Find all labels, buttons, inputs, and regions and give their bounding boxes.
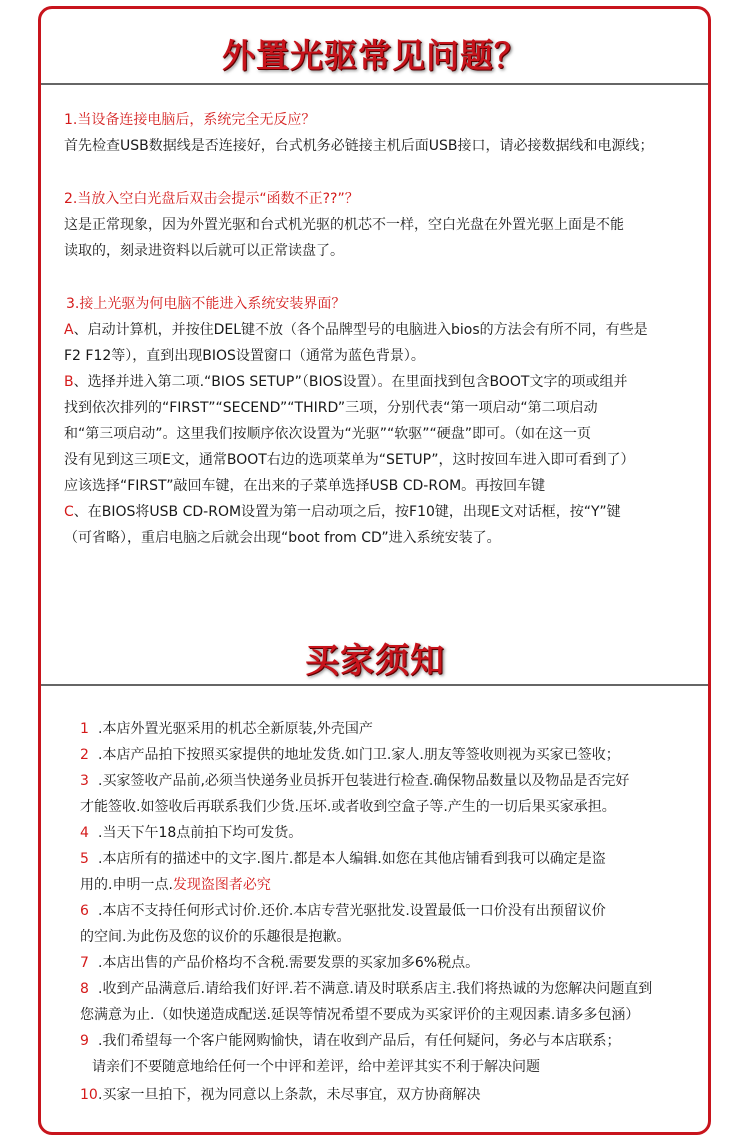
- faq-question-1: 1.当设备连接电脑后，系统完全无反应？: [64, 112, 316, 128]
- item-text: .买家签收产品前,必须当快递务业员拆开包装进行检查.确保物品数量以及物品是否完好: [98, 773, 630, 789]
- item-number: 9: [80, 1033, 89, 1049]
- item-text: .本店产品拍下按照买家提供的地址发货.如门卫.家人.朋友等签收则视为买家已签收；: [98, 747, 620, 763]
- item-text: .本店不支持任何形式讨价.还价.本店专营光驱批发.设置最低一口价没有出预留议价: [98, 903, 606, 919]
- notice-item-7: [80, 950, 479, 976]
- notice-item-9: [80, 1028, 620, 1054]
- faq-answer-3-c-line1: [64, 499, 621, 525]
- notice-item-8-line2: 您满意为止.（如快递造成配送.延误等情况希望不要成为买家评价的主观因素.请多多包涵）: [80, 1007, 640, 1023]
- faq-answer-3-b-line2: 找到依次排列的“FIRST”“SECEND”“THIRD”三项，分别代表“第一项启动“第二项启动: [64, 400, 598, 416]
- item-text: .本店所有的描述中的文字.图片.都是本人编辑.如您在其他店铺看到我可以确定是盗: [98, 851, 606, 867]
- step-a-label: A: [64, 322, 74, 338]
- item-text: .我们希望每一个客户能网购愉快，请在收到产品后，有任何疑问，务必与本店联系；: [98, 1033, 621, 1049]
- step-b-text: 、选择并进入第二项.“BIOS SETUP”（BIOS设置）。在里面找到包含BOOT文字的项或组并: [73, 374, 628, 390]
- faq-question-3: 3.接上光驱为何电脑不能进入系统安装界面？: [66, 296, 346, 312]
- notice-item-8: [80, 976, 652, 1002]
- faq-question-2: 2.当放入空白光盘后双击会提示“函数不正??”？: [64, 191, 359, 207]
- notice-item-1: [80, 716, 373, 742]
- item-number: 10: [80, 1087, 98, 1103]
- step-a-text: 、启动计算机，并按住DEL键不放（各个品牌型号的电脑进入bios的方法会有所不同，有些是: [73, 322, 648, 338]
- step-c-label: C: [64, 504, 74, 520]
- step-b-label: B: [64, 374, 74, 390]
- item-number: 8: [80, 981, 89, 997]
- notice-item-6-line2: 的空间.为此伤及您的议价的乐趣很是抱歉。: [80, 929, 351, 945]
- notice-item-6: [80, 898, 606, 924]
- notice-item-9-line2: 请亲们不要随意地给任何一个中评和差评，给中差评其实不利于解决问题: [92, 1059, 540, 1075]
- faq-answer-3-c-line2: （可省略），重启电脑之后就会出现“boot from CD”进入系统安装了。: [64, 530, 501, 546]
- item-text: .当天下午18点前拍下均可发货。: [98, 825, 303, 841]
- notice-item-2: [80, 742, 620, 768]
- notice-title: 买家须知: [305, 641, 445, 681]
- notice-item-5-line2: [80, 872, 271, 898]
- warning-text: 发现盗图者必究: [172, 877, 271, 893]
- notice-item-10: [80, 1082, 480, 1108]
- item-text: .收到产品满意后.请给我们好评.若不满意.请及时联系店主.我们将热诚的为您解决问题直到: [98, 981, 653, 997]
- item-number: 7: [80, 955, 89, 971]
- item-text: .本店外置光驱采用的机芯全新原装,外壳国产: [98, 721, 373, 737]
- notice-divider: [41, 684, 708, 686]
- faq-title: 外置光驱常见问题？: [222, 36, 528, 75]
- faq-answer-2-line1: 这是正常现象，因为外置光驱和台式机光驱的机芯不一样，空白光盘在外置光驱上面是不能: [64, 217, 624, 233]
- faq-answer-3-b-line5: 应该选择“FIRST”敲回车键，在出来的子菜单选择USB CD-ROM。再按回车键: [64, 478, 546, 494]
- notice-item-4: [80, 820, 302, 846]
- faq-answer-3-a-line1: [64, 317, 648, 343]
- faq-answer-3-b-line3: 和“第三项启动”。这里我们按顺序依次设置为“光驱”“软驱”“硬盘”即可。（如在这一页: [64, 426, 592, 442]
- faq-answer-3-b-line1: [64, 369, 627, 395]
- faq-answer-3-b-line4: 没有见到这三项E文，通常BOOT右边的选项菜单为“SETUP”，这时按回车进入即可看到了）: [64, 452, 635, 468]
- item-number: 3: [80, 773, 89, 789]
- notice-item-3-line2: 才能签收.如签收后再联系我们少货.压坏.或者收到空盒子等.产生的一切后果买家承担。: [80, 799, 616, 815]
- notice-item-3: [80, 768, 629, 794]
- faq-divider: [41, 83, 708, 85]
- item-number: 2: [80, 747, 89, 763]
- faq-answer-3-a-line2: F2 F12等），直到出现BIOS设置窗口（通常为蓝色背景）。: [64, 348, 425, 364]
- item-number: 1: [80, 721, 89, 737]
- step-c-text: 、在BIOS将USB CD-ROM设置为第一启动项之后，按F10键，出现E文对话框，按“Y”键: [73, 504, 621, 520]
- item-number: 5: [80, 851, 89, 867]
- faq-answer-2-line2: 读取的，刻录进资料以后就可以正常读盘了。: [64, 243, 344, 259]
- item-number: 4: [80, 825, 89, 841]
- notice-item-5: [80, 846, 606, 872]
- faq-answer-1: 首先检查USB数据线是否连接好，台式机务必链接主机后面USB接口，请必接数据线和电源线；: [64, 138, 654, 154]
- item-number: 6: [80, 903, 89, 919]
- item-text: .买家一旦拍下，视为同意以上条款，未尽事宜，双方协商解决: [98, 1087, 481, 1103]
- item-text: 用的.申明一点.: [80, 877, 173, 893]
- item-text: .本店出售的产品价格均不含税.需要发票的买家加多6%税点。: [98, 955, 480, 971]
